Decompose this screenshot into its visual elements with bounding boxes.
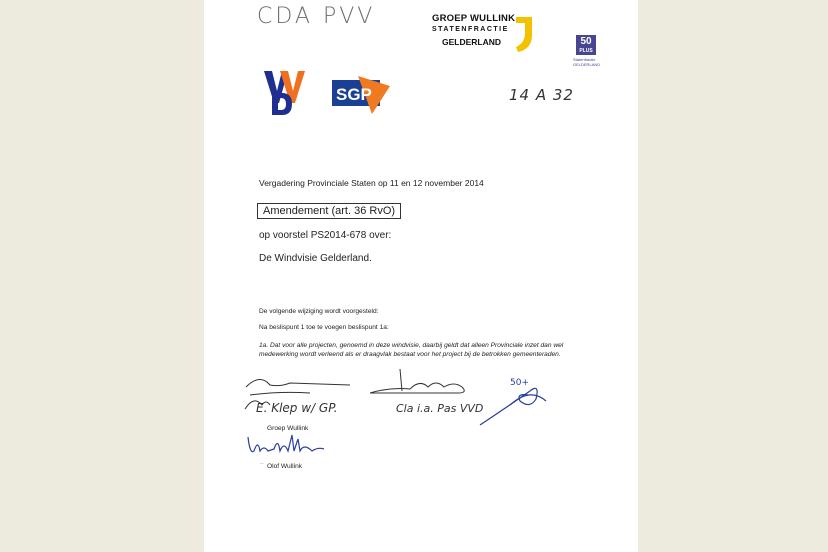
amendment-paragraph: 1a. Dat voor alle projecten, genoemd in deze windvisie, daarbij geldt dat alleen Provinciale inzet dan wel medewerking wordt verleend als er draagvlak bestaat voor het project bij de betrokken gemeenteraden. (259, 342, 564, 358)
vvd-logo (262, 67, 306, 117)
signatures (240, 365, 560, 465)
signatory-label-2: Olof Wullink (267, 463, 303, 470)
svg-text:Wullink: Wullink (260, 464, 264, 465)
subject-line: De Windvisie Gelderland. (259, 253, 372, 264)
signature-3 (480, 388, 546, 425)
svg-text:SGP: SGP (336, 85, 372, 104)
groep-wullink-logo: GROEP WULLINK STATENFRACTIE GELDERLAND (432, 13, 536, 53)
svg-text:E. Klep w/ GP.: E. Klep w/ GP. (256, 401, 338, 415)
amendment-title: Amendement (art. 36 RvO) (257, 203, 401, 219)
svg-text:Cla i.a. Pas VVD: Cla i.a. Pas VVD (396, 402, 484, 415)
svg-text:50+: 50+ (510, 378, 529, 388)
signatory-label-1: Groep Wullink (267, 425, 309, 432)
signature-4 (248, 435, 324, 452)
fifty-plus-logo: 50 PLUS Statenfractie GELDERLAND (573, 36, 601, 67)
intro-line: De volgende wijziging wordt voorgesteld: (259, 308, 379, 315)
meeting-line: Vergadering Provinciale Staten op 11 en 12 november 2014 (259, 178, 484, 188)
proposal-line: op voorstel PS2014-678 over: (259, 230, 392, 241)
handwritten-parties: CDA PVV (257, 4, 376, 29)
signature-2 (370, 369, 464, 393)
sgp-logo (332, 76, 390, 114)
handwritten-reference: 14 A 32 (509, 86, 574, 104)
instruction-line: Na beslispunt 1 toe te voegen beslispunt 1a: (259, 324, 389, 331)
document-page (204, 0, 638, 552)
